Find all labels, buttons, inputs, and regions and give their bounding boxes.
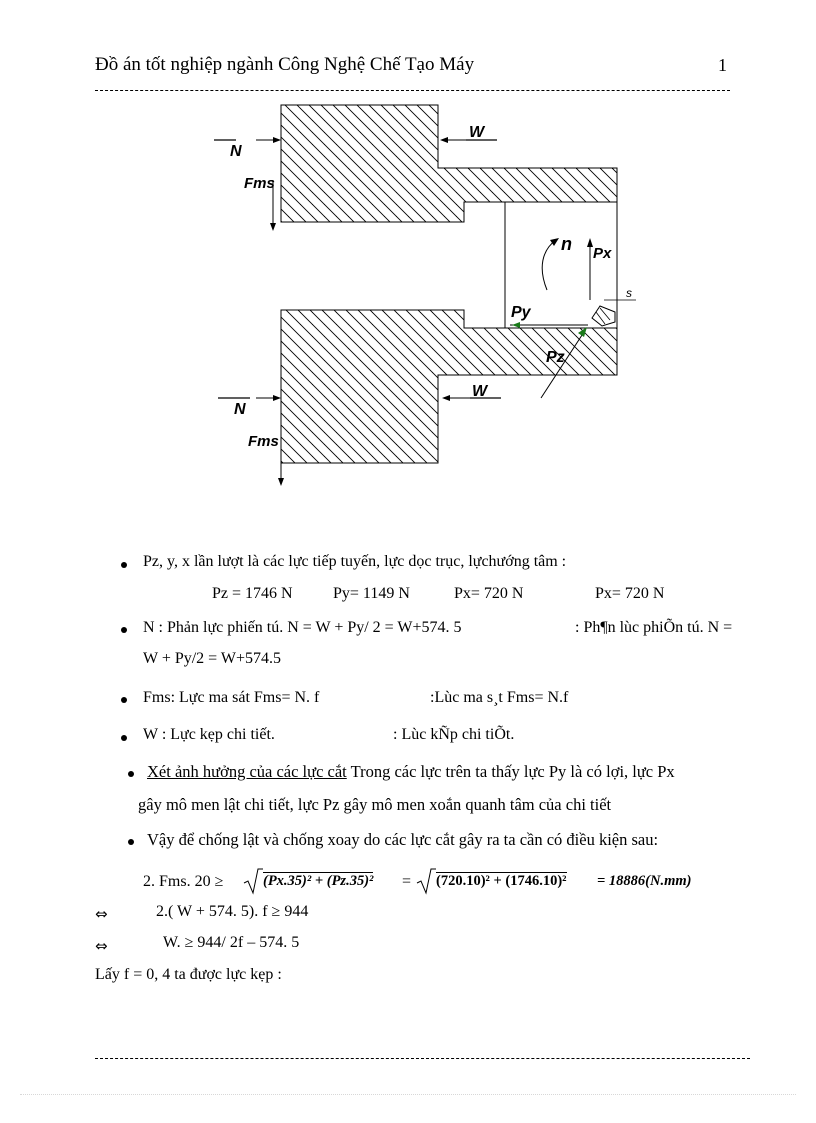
tangential-force-label: Pz <box>546 349 565 366</box>
bullet-icon <box>121 562 127 568</box>
px-value-duplicate: Px= 720 N <box>595 585 665 602</box>
normal-force-formula: W + Py/2 = W+574.5 <box>143 650 282 667</box>
radial-force-label: Px <box>593 245 612 262</box>
rotation-label: n <box>561 234 572 254</box>
equation-result: = 18886(N.mm) <box>597 873 692 889</box>
rotation-arrow <box>542 240 556 290</box>
friction-description-legacy: :Lùc ma s¸t Fms= N.f <box>430 689 569 706</box>
equation-moment-prefix: 2. Fms. 20 ≥ <box>143 873 224 890</box>
cutting-force-heading: Xét ảnh hưởng của các lực cắt <box>147 762 347 781</box>
cutting-force-analysis <box>147 762 675 782</box>
friction-force-lower-label: Fms <box>248 433 279 450</box>
friction-description: Fms: Lực ma sát Fms= N. f <box>143 689 320 706</box>
px-value: Px= 720 N <box>454 585 524 602</box>
bullet-icon <box>128 771 134 777</box>
clamp-force-description-legacy: : Lùc kÑp chi tiÕt. <box>393 726 515 743</box>
bullet-icon <box>121 697 127 703</box>
cutting-tool <box>592 306 615 326</box>
equivalence-icon: ⇔ <box>95 905 108 923</box>
equation-clamp-condition: 2.( W + 574. 5). f ≥ 944 <box>156 903 309 920</box>
py-value: Py= 1149 N <box>333 585 410 602</box>
sqrt-icon <box>243 867 263 895</box>
pz-value: Pz = 1746 N <box>212 585 293 602</box>
axial-force-label: Py <box>511 304 531 321</box>
clamp-force-lower-label: W <box>472 383 488 400</box>
forces-description: Pz, y, x lần lượt là các lực tiếp tuyến, lực dọc trục, lựchướng tâm : <box>143 553 567 570</box>
normal-force-description: N : Phản lực phiến tú. N = W + Py/ 2 = W+574. 5 <box>143 619 462 636</box>
bullet-icon <box>121 627 127 633</box>
normal-force-description-legacy: : Ph¶n lùc phiÕn tú. N = <box>575 619 733 636</box>
friction-force-upper-label: Fms <box>244 175 275 192</box>
normal-force-upper-label: N <box>230 143 242 160</box>
cutting-force-text-line2: gây mô men lật chi tiết, lực Pz gây mô men xoắn quanh tâm của chi tiết <box>138 795 612 814</box>
document-header-title: Đồ án tốt nghiệp ngành Công Nghệ Chế Tạo Máy <box>95 54 475 75</box>
equation-radicand-1: (Px.35)² + (Pz.35)² <box>263 873 374 889</box>
equivalence-icon: ⇔ <box>95 937 108 955</box>
cutting-force-text: Trong các lực trên ta thấy lực Py là có lợi, lực Px <box>346 762 675 781</box>
equation-clamp-solution: W. ≥ 944/ 2f – 574. 5 <box>163 934 300 951</box>
page-edge-dots <box>20 1094 796 1095</box>
condition-intro: Vậy để chống lật và chống xoay do các lực cắt gây ra ta cần có điều kiện sau: <box>147 830 659 849</box>
normal-force-lower-label: N <box>234 401 246 418</box>
header-divider <box>95 90 730 91</box>
clamping-force-diagram <box>200 100 640 500</box>
equation-radicand-2: (720.10)² + (1746.10)² <box>436 873 567 889</box>
bullet-icon <box>128 839 134 845</box>
feed-label: s <box>626 286 632 300</box>
clamp-force-description: W : Lực kẹp chi tiết. <box>143 726 275 743</box>
equation-equals: = <box>402 873 412 890</box>
page-number: 1 <box>718 55 727 75</box>
bullet-icon <box>121 735 127 741</box>
workpiece-lower-section <box>281 310 617 463</box>
conclusion-line: Lấy f = 0, 4 ta được lực kẹp : <box>95 966 282 983</box>
workpiece-upper-section <box>281 105 617 222</box>
footer-divider <box>95 1058 750 1059</box>
clamp-force-upper-label: W <box>469 124 485 141</box>
sqrt-icon <box>416 867 436 895</box>
